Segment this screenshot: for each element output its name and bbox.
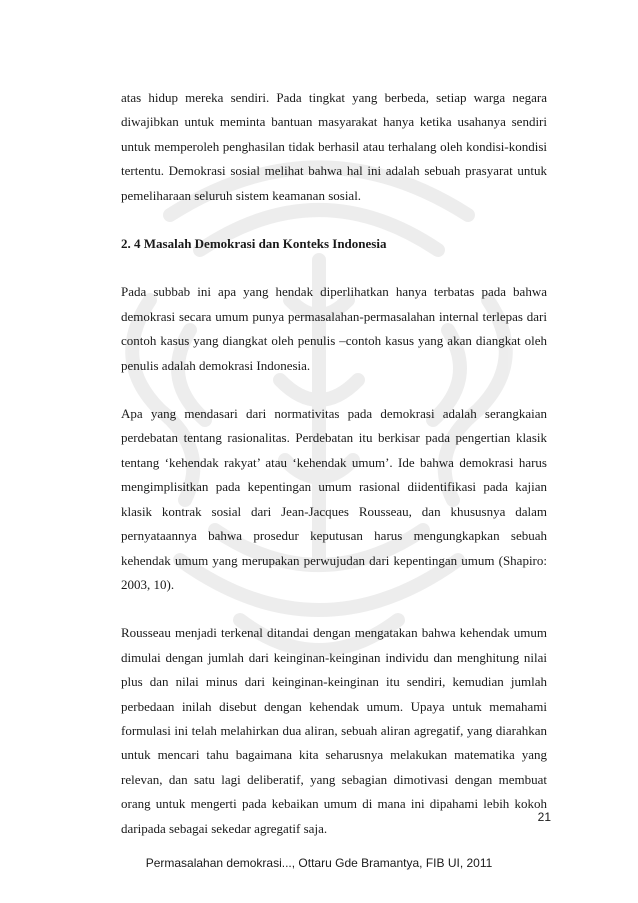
section-heading: 2. 4 Masalah Demokrasi dan Konteks Indonesia <box>121 236 387 252</box>
paragraph: Rousseau menjadi terkenal ditandai dengan mengatakan bahwa kehendak umum dimulai dengan jumlah dari keinginan-keinginan individu dan menghitung nilai plus dan nilai minus dari keinginan-keinginan itu sendiri, kemudian jumlah perbedaan inilah disebut dengan kehendak umum. Upaya untuk memahami formulasi ini telah melahirkan dua aliran, sebuah aliran agregatif, yang diarahkan untuk mencari tahu bagaimana kita seharusnya melakukan matematika yang relevan, dan satu lagi deliberatif, yang sebagian dimotivasi dengan membuat orang untuk mengerti pada kebaikan umum di mana ini dipahami lebih kokoh daripada sebagai sekedar agregatif saja. <box>121 625 547 836</box>
document-body <box>121 86 547 841</box>
page-number: 21 <box>537 810 551 824</box>
paragraph-continued: atas hidup mereka sendiri. Pada tingkat yang berbeda, setiap warga negara diwajibkan untuk meminta bantuan masyarakat hanya ketika usahanya sendiri untuk memperoleh penghasilan tidak berhasil atau terhalang oleh kondisi-kondisi tertentu. Demokrasi sosial melihat bahwa hal ini adalah sebuah prasyarat untuk pemeliharaan seluruh sistem keamanan sosial. <box>121 90 547 203</box>
paragraph: Pada subbab ini apa yang hendak diperlihatkan hanya terbatas pada bahwa demokrasi secara umum punya permasalahan-permasalahan internal terlepas dari contoh kasus yang diangkat oleh penulis –contoh kasus yang akan diangkat oleh penulis adalah demokrasi Indonesia. <box>121 284 547 373</box>
paragraph-gap <box>121 378 547 402</box>
paragraph-gap <box>121 208 547 232</box>
paragraph: Apa yang mendasari dari normativitas pada demokrasi adalah serangkaian perdebatan tentang rasionalitas. Perdebatan itu berkisar pada pengertian klasik tentang ‘kehendak rakyat’ atau ‘kehendak umum’. Ide bahwa demokrasi harus mengimplisitkan pada kepentingan umum rasional diidentifikasi pada kajian klasik kontrak sosial dari Jean-Jacques Rousseau, dan khususnya dalam pernyataannya bahwa prosedur keputusan harus mengungkapkan sebuah kehendak umum yang merupakan perwujudan dari kepentingan umum (Shapiro: 2003, 10). <box>121 406 547 592</box>
paragraph-gap <box>121 597 547 621</box>
paragraph-gap <box>121 256 547 280</box>
page-footer: Permasalahan demokrasi..., Ottaru Gde Bramantya, FIB UI, 2011 <box>145 856 493 870</box>
